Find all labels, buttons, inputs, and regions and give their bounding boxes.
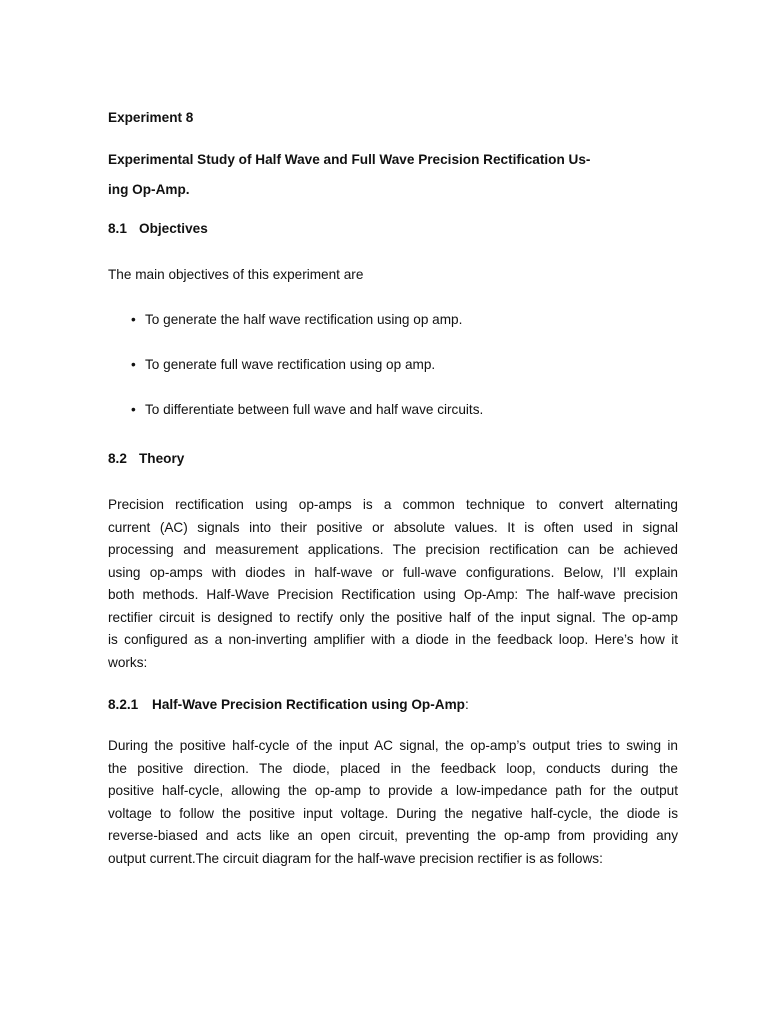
bullet-icon: • [131, 312, 136, 327]
objectives-heading-text: Objectives [139, 221, 208, 236]
half-wave-line: reverse-biased and acts like an open circuit, preventing the op-amp from providing any [108, 828, 678, 843]
objectives-heading [108, 220, 208, 238]
theory-heading [108, 450, 184, 468]
half-wave-line: positive half-cycle, allowing the op-amp to provide a low-impedance path for the output [108, 783, 678, 798]
theory-line: both methods. Half-Wave Precision Rectification using Op-Amp: The half-wave precision [108, 587, 678, 602]
theory-heading-text: Theory [139, 451, 185, 466]
theory-line: processing and measurement applications. The precision rectification can be achieved [108, 542, 678, 557]
objective-item-text: To generate full wave rectification using op amp. [145, 357, 436, 372]
theory-line: using op-amps with diodes in half-wave or full-wave configurations. Below, I’ll explain [108, 564, 678, 580]
half-wave-heading-text: Half-Wave Precision Rectification using Op-Amp [152, 697, 465, 712]
title-line-1: Experimental Study of Half Wave and Full Wave Precision Rectification Us- [108, 152, 591, 167]
theory-line: is configured as a non-inverting amplifier with a diode in the feedback loop. Here’s how it [108, 632, 678, 647]
experiment-label: Experiment 8 [108, 110, 194, 125]
half-wave-line: output current.The circuit diagram for the half-wave precision rectifier is as follows: [108, 850, 603, 866]
half-wave-line: During the positive half-cycle of the input AC signal, the op-amp’s output tries to swing in [108, 738, 678, 753]
theory-line: works: [108, 654, 148, 670]
half-wave-paragraph [108, 735, 678, 870]
theory-line: current (AC) signals into their positive or absolute values. It is often used in signal [108, 519, 678, 535]
theory-number: 8.2 [108, 451, 127, 466]
objective-item [131, 356, 435, 374]
half-wave-line: voltage to follow the positive input voltage. During the negative half-cycle, the diode is [108, 805, 678, 821]
objectives-number: 8.1 [108, 221, 127, 236]
objective-item [131, 401, 483, 419]
theory-line: Precision rectification using op-amps is a common technique to convert alternating [108, 497, 678, 512]
bullet-icon: • [131, 402, 136, 417]
objectives-intro: The main objectives of this experiment are [108, 267, 364, 282]
objective-item-text: To differentiate between full wave and half wave circuits. [145, 402, 484, 417]
theory-paragraph [108, 494, 678, 674]
title-line-2: ing Op-Amp. [108, 182, 190, 197]
half-wave-line: the positive direction. The diode, placed in the feedback loop, conducts during the [108, 760, 678, 776]
objective-item-text: To generate the half wave rectification using op amp. [145, 312, 463, 327]
theory-line: rectifier circuit is designed to rectify only the positive half of the input signal. The op-amp [108, 609, 678, 625]
half-wave-heading [108, 696, 469, 714]
half-wave-number: 8.2.1 [108, 697, 139, 712]
objective-item [131, 311, 462, 329]
half-wave-heading-colon: : [464, 697, 469, 712]
bullet-icon: • [131, 357, 136, 372]
